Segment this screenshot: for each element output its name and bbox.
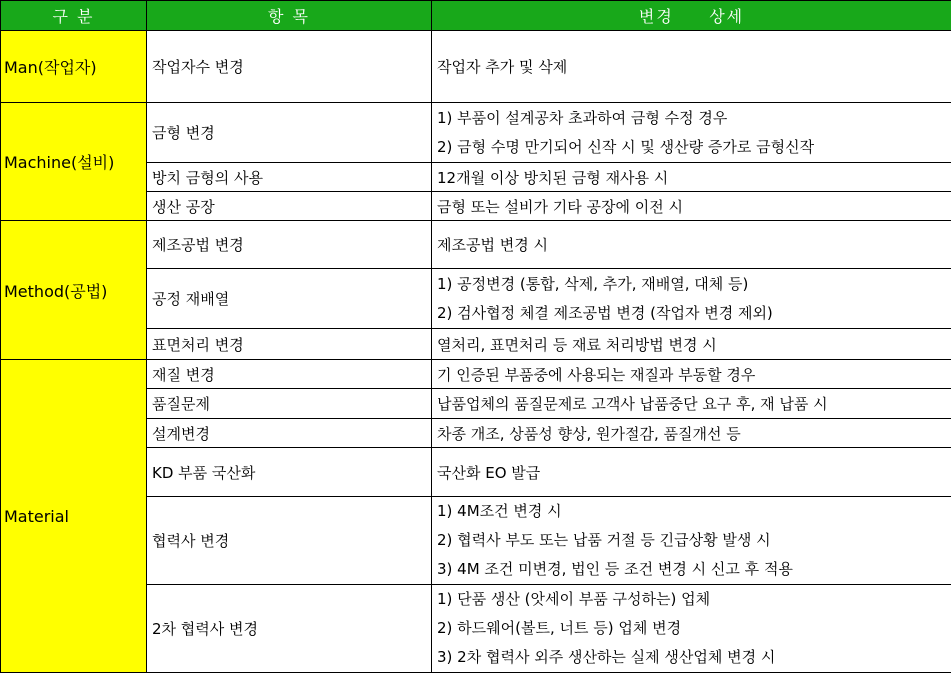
detail-cell: 금형 또는 설비가 기타 공장에 이전 시 [432, 192, 951, 221]
detail-cell: 제조공법 변경 시 [432, 221, 951, 269]
detail-cell [432, 585, 951, 673]
table-row [1, 221, 951, 269]
detail-cell [432, 103, 951, 163]
table-row [1, 31, 951, 103]
detail-cell: 열처리, 표면처리 등 재료 처리방법 변경 시 [432, 329, 951, 360]
item-cell: 공정 재배열 [147, 269, 432, 329]
detail-line: 2) 하드웨어(볼트, 너트 등) 업체 변경 [437, 619, 682, 637]
detail-line: 1) 공정변경 (통합, 삭제, 추가, 재배열, 대체 등) [437, 274, 749, 293]
detail-cell [432, 269, 951, 329]
detail-line: 1) 단품 생산 (앗세이 부품 구성하는) 업체 [437, 590, 711, 608]
detail-line: 2) 금형 수명 만기되어 신작 시 및 생산량 증가로 금형신작 [437, 137, 815, 156]
detail-cell: 12개월 이상 방치된 금형 재사용 시 [432, 163, 951, 192]
header-detail-label: 변경 상세 [638, 7, 745, 26]
item-cell: 방치 금형의 사용 [147, 163, 432, 192]
item-cell: KD 부품 국산화 [147, 448, 432, 497]
detail-line: 1) 부품이 설계공차 초과하여 금형 수정 경우 [437, 108, 728, 127]
table-row [1, 360, 951, 389]
detail-cell: 기 인증된 부품중에 사용되는 재질과 부동할 경우 [432, 360, 951, 389]
item-cell: 금형 변경 [147, 103, 432, 163]
detail-line: 2) 협력사 부도 또는 납품 거절 등 긴급상황 발생 시 [437, 531, 771, 549]
detail-line: 1) 4M조건 변경 시 [437, 502, 562, 520]
detail-cell: 작업자 추가 및 삭제 [432, 31, 951, 103]
detail-cell: 납품업체의 품질문제로 고객사 납품중단 요구 후, 재 납품 시 [432, 389, 951, 419]
item-cell: 표면처리 변경 [147, 329, 432, 360]
header-category: 구 분 [1, 1, 147, 31]
item-cell: 품질문제 [147, 389, 432, 419]
detail-cell [432, 497, 951, 585]
category-material: Material [1, 360, 147, 673]
header-detail [432, 1, 951, 31]
item-cell: 제조공법 변경 [147, 221, 432, 269]
detail-line: 3) 2차 협력사 외주 생산하는 실제 생산업체 변경 시 [437, 648, 776, 666]
category-method: Method(공법) [1, 221, 147, 360]
header-item: 항 목 [147, 1, 432, 31]
item-cell: 작업자수 변경 [147, 31, 432, 103]
header-row [1, 1, 951, 31]
table-row [1, 103, 951, 163]
item-cell: 재질 변경 [147, 360, 432, 389]
category-machine: Machine(설비) [1, 103, 147, 221]
item-cell: 설계변경 [147, 419, 432, 448]
item-cell: 2차 협력사 변경 [147, 585, 432, 673]
item-cell: 생산 공장 [147, 192, 432, 221]
category-man: Man(작업자) [1, 31, 147, 103]
item-cell: 협력사 변경 [147, 497, 432, 585]
detail-cell: 차종 개조, 상품성 향상, 원가절감, 품질개선 등 [432, 419, 951, 448]
detail-line: 2) 검사협정 체결 제조공법 변경 (작업자 변경 제외) [437, 303, 773, 322]
detail-line: 3) 4M 조건 미변경, 법인 등 조건 변경 시 신고 후 적용 [437, 560, 793, 578]
detail-cell: 국산화 EO 발급 [432, 448, 951, 497]
